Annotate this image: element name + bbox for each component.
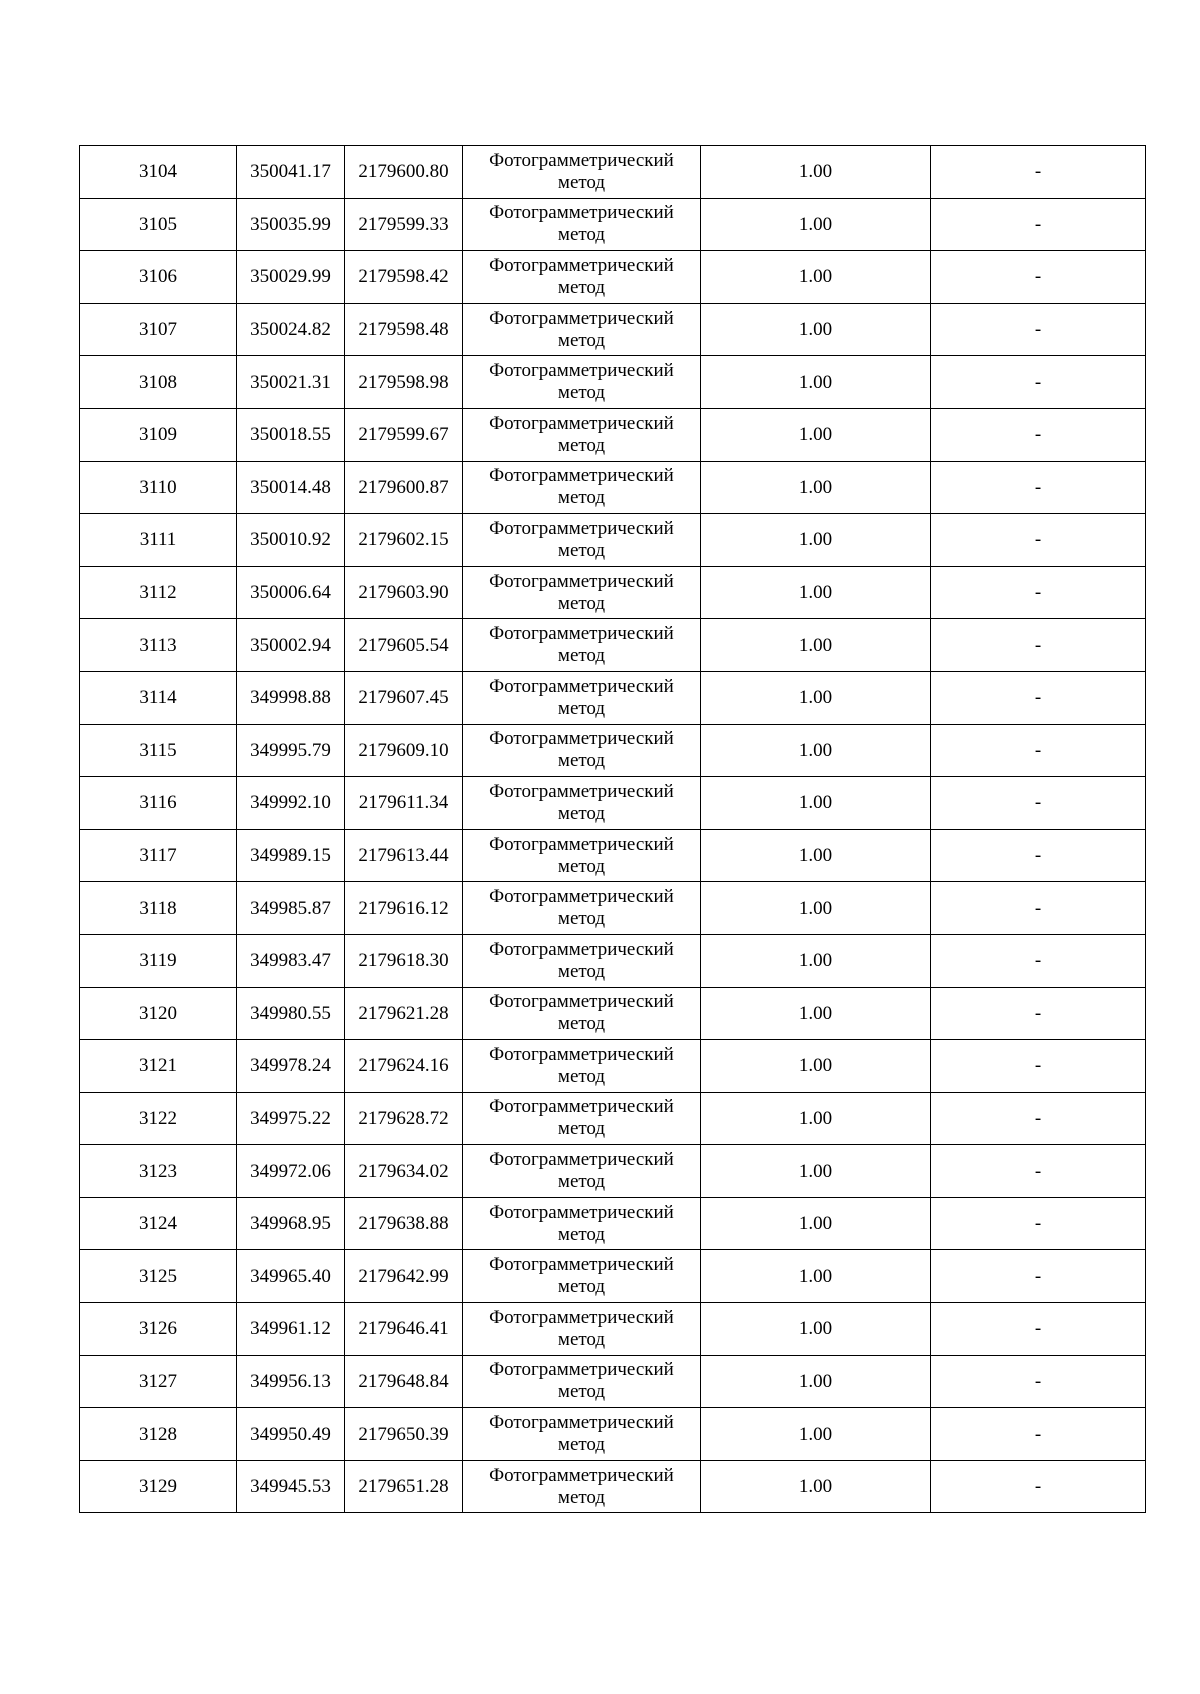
method-cell xyxy=(463,777,701,830)
note-cell: - xyxy=(931,1250,1146,1303)
note-cell: - xyxy=(931,1355,1146,1408)
x-coordinate-cell: 350006.64 xyxy=(237,566,345,619)
point-number-cell: 3105 xyxy=(80,198,237,251)
method-cell xyxy=(463,461,701,514)
method-line-1: Фотограмметрический xyxy=(489,1254,674,1276)
x-coordinate-cell: 349975.22 xyxy=(237,1092,345,1145)
x-coordinate-cell: 350002.94 xyxy=(237,619,345,672)
method-line-1: Фотограмметрический xyxy=(489,1043,674,1065)
accuracy-cell: 1.00 xyxy=(701,934,931,987)
method-cell xyxy=(463,146,701,199)
table-row xyxy=(80,1145,1146,1198)
table-row xyxy=(80,1197,1146,1250)
method-cell xyxy=(463,619,701,672)
table-row xyxy=(80,987,1146,1040)
table-row xyxy=(80,934,1146,987)
point-number-cell: 3104 xyxy=(80,146,237,199)
method-cell xyxy=(463,303,701,356)
accuracy-cell: 1.00 xyxy=(701,303,931,356)
method-cell xyxy=(463,1303,701,1356)
accuracy-cell: 1.00 xyxy=(701,777,931,830)
method-line-2: метод xyxy=(557,645,606,667)
method-line-2: метод xyxy=(557,1118,606,1140)
method-line-2: метод xyxy=(557,276,606,298)
accuracy-cell: 1.00 xyxy=(701,356,931,409)
method-cell xyxy=(463,882,701,935)
method-line-2: метод xyxy=(557,539,606,561)
method-cell xyxy=(463,987,701,1040)
method-cell xyxy=(463,934,701,987)
note-cell: - xyxy=(931,1092,1146,1145)
table-row xyxy=(80,356,1146,409)
note-cell: - xyxy=(931,829,1146,882)
point-number-cell: 3117 xyxy=(80,829,237,882)
note-cell: - xyxy=(931,303,1146,356)
coordinates-table xyxy=(79,145,1146,1513)
y-coordinate-cell: 2179616.12 xyxy=(345,882,463,935)
x-coordinate-cell: 350041.17 xyxy=(237,146,345,199)
table-row xyxy=(80,198,1146,251)
accuracy-cell: 1.00 xyxy=(701,1303,931,1356)
y-coordinate-cell: 2179628.72 xyxy=(345,1092,463,1145)
method-line-1: Фотограмметрический xyxy=(489,1096,674,1118)
x-coordinate-cell: 349983.47 xyxy=(237,934,345,987)
note-cell: - xyxy=(931,777,1146,830)
y-coordinate-cell: 2179598.98 xyxy=(345,356,463,409)
y-coordinate-cell: 2179598.48 xyxy=(345,303,463,356)
method-cell xyxy=(463,1040,701,1093)
method-line-2: метод xyxy=(557,1065,606,1087)
note-cell: - xyxy=(931,724,1146,777)
accuracy-cell: 1.00 xyxy=(701,882,931,935)
table-row xyxy=(80,251,1146,304)
y-coordinate-cell: 2179642.99 xyxy=(345,1250,463,1303)
x-coordinate-cell: 350024.82 xyxy=(237,303,345,356)
x-coordinate-cell: 349956.13 xyxy=(237,1355,345,1408)
note-cell: - xyxy=(931,934,1146,987)
method-line-1: Фотограмметрический xyxy=(489,307,674,329)
x-coordinate-cell: 349972.06 xyxy=(237,1145,345,1198)
y-coordinate-cell: 2179598.42 xyxy=(345,251,463,304)
x-coordinate-cell: 349995.79 xyxy=(237,724,345,777)
point-number-cell: 3110 xyxy=(80,461,237,514)
method-line-1: Фотограмметрический xyxy=(489,254,674,276)
method-line-2: метод xyxy=(557,802,606,824)
table-row xyxy=(80,724,1146,777)
method-line-1: Фотограмметрический xyxy=(489,412,674,434)
point-number-cell: 3129 xyxy=(80,1460,237,1513)
point-number-cell: 3124 xyxy=(80,1197,237,1250)
accuracy-cell: 1.00 xyxy=(701,461,931,514)
method-line-2: метод xyxy=(557,697,606,719)
method-cell xyxy=(463,724,701,777)
y-coordinate-cell: 2179618.30 xyxy=(345,934,463,987)
method-cell xyxy=(463,1145,701,1198)
method-line-2: метод xyxy=(557,960,606,982)
y-coordinate-cell: 2179650.39 xyxy=(345,1408,463,1461)
point-number-cell: 3115 xyxy=(80,724,237,777)
table-body xyxy=(80,146,1146,1513)
method-line-1: Фотограмметрический xyxy=(489,623,674,645)
table-row xyxy=(80,461,1146,514)
table-row xyxy=(80,829,1146,882)
note-cell: - xyxy=(931,146,1146,199)
note-cell: - xyxy=(931,461,1146,514)
table-row xyxy=(80,566,1146,619)
method-line-2: метод xyxy=(557,434,606,456)
y-coordinate-cell: 2179648.84 xyxy=(345,1355,463,1408)
point-number-cell: 3128 xyxy=(80,1408,237,1461)
y-coordinate-cell: 2179624.16 xyxy=(345,1040,463,1093)
method-line-1: Фотограмметрический xyxy=(489,780,674,802)
method-line-1: Фотограмметрический xyxy=(489,938,674,960)
method-line-2: метод xyxy=(557,487,606,509)
method-line-2: метод xyxy=(557,1486,606,1508)
method-line-1: Фотограмметрический xyxy=(489,886,674,908)
x-coordinate-cell: 349978.24 xyxy=(237,1040,345,1093)
method-cell xyxy=(463,1355,701,1408)
note-cell: - xyxy=(931,198,1146,251)
method-cell xyxy=(463,566,701,619)
accuracy-cell: 1.00 xyxy=(701,1040,931,1093)
point-number-cell: 3126 xyxy=(80,1303,237,1356)
method-line-2: метод xyxy=(557,1381,606,1403)
method-cell xyxy=(463,829,701,882)
table-row xyxy=(80,1355,1146,1408)
table-row xyxy=(80,146,1146,199)
y-coordinate-cell: 2179651.28 xyxy=(345,1460,463,1513)
method-line-1: Фотограмметрический xyxy=(489,149,674,171)
method-cell xyxy=(463,1460,701,1513)
method-line-2: метод xyxy=(557,1013,606,1035)
x-coordinate-cell: 350035.99 xyxy=(237,198,345,251)
method-line-2: метод xyxy=(557,1434,606,1456)
method-line-1: Фотограмметрический xyxy=(489,1149,674,1171)
y-coordinate-cell: 2179605.54 xyxy=(345,619,463,672)
method-line-2: метод xyxy=(557,1276,606,1298)
method-line-2: метод xyxy=(557,171,606,193)
y-coordinate-cell: 2179599.67 xyxy=(345,408,463,461)
note-cell: - xyxy=(931,1303,1146,1356)
y-coordinate-cell: 2179603.90 xyxy=(345,566,463,619)
point-number-cell: 3127 xyxy=(80,1355,237,1408)
accuracy-cell: 1.00 xyxy=(701,829,931,882)
method-line-2: метод xyxy=(557,1328,606,1350)
note-cell: - xyxy=(931,1460,1146,1513)
point-number-cell: 3112 xyxy=(80,566,237,619)
note-cell: - xyxy=(931,1197,1146,1250)
method-cell xyxy=(463,356,701,409)
x-coordinate-cell: 349965.40 xyxy=(237,1250,345,1303)
y-coordinate-cell: 2179638.88 xyxy=(345,1197,463,1250)
method-line-1: Фотограмметрический xyxy=(489,1359,674,1381)
method-cell xyxy=(463,1250,701,1303)
method-line-2: метод xyxy=(557,1223,606,1245)
table-row xyxy=(80,1408,1146,1461)
method-line-1: Фотограмметрический xyxy=(489,1306,674,1328)
y-coordinate-cell: 2179600.80 xyxy=(345,146,463,199)
method-line-2: метод xyxy=(557,1171,606,1193)
method-cell xyxy=(463,514,701,567)
x-coordinate-cell: 350029.99 xyxy=(237,251,345,304)
x-coordinate-cell: 349950.49 xyxy=(237,1408,345,1461)
x-coordinate-cell: 349989.15 xyxy=(237,829,345,882)
method-line-2: метод xyxy=(557,224,606,246)
table-row xyxy=(80,303,1146,356)
method-line-2: метод xyxy=(557,908,606,930)
note-cell: - xyxy=(931,566,1146,619)
method-line-1: Фотограмметрический xyxy=(489,833,674,855)
method-line-2: метод xyxy=(557,329,606,351)
accuracy-cell: 1.00 xyxy=(701,1092,931,1145)
x-coordinate-cell: 349945.53 xyxy=(237,1460,345,1513)
method-line-1: Фотограмметрический xyxy=(489,1201,674,1223)
note-cell: - xyxy=(931,514,1146,567)
y-coordinate-cell: 2179634.02 xyxy=(345,1145,463,1198)
y-coordinate-cell: 2179599.33 xyxy=(345,198,463,251)
table-row xyxy=(80,777,1146,830)
x-coordinate-cell: 349961.12 xyxy=(237,1303,345,1356)
y-coordinate-cell: 2179621.28 xyxy=(345,987,463,1040)
accuracy-cell: 1.00 xyxy=(701,1408,931,1461)
point-number-cell: 3120 xyxy=(80,987,237,1040)
accuracy-cell: 1.00 xyxy=(701,514,931,567)
accuracy-cell: 1.00 xyxy=(701,1355,931,1408)
accuracy-cell: 1.00 xyxy=(701,198,931,251)
point-number-cell: 3109 xyxy=(80,408,237,461)
y-coordinate-cell: 2179607.45 xyxy=(345,671,463,724)
x-coordinate-cell: 350018.55 xyxy=(237,408,345,461)
method-line-1: Фотограмметрический xyxy=(489,517,674,539)
table-row xyxy=(80,1250,1146,1303)
point-number-cell: 3123 xyxy=(80,1145,237,1198)
table-row xyxy=(80,1092,1146,1145)
method-cell xyxy=(463,251,701,304)
x-coordinate-cell: 350021.31 xyxy=(237,356,345,409)
point-number-cell: 3125 xyxy=(80,1250,237,1303)
note-cell: - xyxy=(931,1408,1146,1461)
point-number-cell: 3116 xyxy=(80,777,237,830)
method-cell xyxy=(463,1197,701,1250)
table-row xyxy=(80,619,1146,672)
note-cell: - xyxy=(931,619,1146,672)
note-cell: - xyxy=(931,671,1146,724)
accuracy-cell: 1.00 xyxy=(701,619,931,672)
y-coordinate-cell: 2179600.87 xyxy=(345,461,463,514)
method-line-1: Фотограмметрический xyxy=(489,991,674,1013)
note-cell: - xyxy=(931,1145,1146,1198)
method-line-1: Фотограмметрический xyxy=(489,360,674,382)
accuracy-cell: 1.00 xyxy=(701,1460,931,1513)
point-number-cell: 3108 xyxy=(80,356,237,409)
point-number-cell: 3106 xyxy=(80,251,237,304)
accuracy-cell: 1.00 xyxy=(701,566,931,619)
accuracy-cell: 1.00 xyxy=(701,146,931,199)
method-line-1: Фотограмметрический xyxy=(489,465,674,487)
method-line-1: Фотограмметрический xyxy=(489,675,674,697)
point-number-cell: 3114 xyxy=(80,671,237,724)
point-number-cell: 3111 xyxy=(80,514,237,567)
point-number-cell: 3107 xyxy=(80,303,237,356)
x-coordinate-cell: 349985.87 xyxy=(237,882,345,935)
x-coordinate-cell: 350014.48 xyxy=(237,461,345,514)
x-coordinate-cell: 349992.10 xyxy=(237,777,345,830)
note-cell: - xyxy=(931,356,1146,409)
accuracy-cell: 1.00 xyxy=(701,1250,931,1303)
table-row xyxy=(80,1303,1146,1356)
y-coordinate-cell: 2179602.15 xyxy=(345,514,463,567)
table-row xyxy=(80,514,1146,567)
accuracy-cell: 1.00 xyxy=(701,1145,931,1198)
accuracy-cell: 1.00 xyxy=(701,251,931,304)
method-line-1: Фотограмметрический xyxy=(489,570,674,592)
accuracy-cell: 1.00 xyxy=(701,408,931,461)
x-coordinate-cell: 349998.88 xyxy=(237,671,345,724)
method-cell xyxy=(463,408,701,461)
method-cell xyxy=(463,198,701,251)
method-cell xyxy=(463,1408,701,1461)
y-coordinate-cell: 2179613.44 xyxy=(345,829,463,882)
note-cell: - xyxy=(931,1040,1146,1093)
method-line-2: метод xyxy=(557,592,606,614)
table-row xyxy=(80,882,1146,935)
point-number-cell: 3118 xyxy=(80,882,237,935)
method-line-1: Фотограмметрический xyxy=(489,1464,674,1486)
accuracy-cell: 1.00 xyxy=(701,987,931,1040)
point-number-cell: 3113 xyxy=(80,619,237,672)
accuracy-cell: 1.00 xyxy=(701,724,931,777)
note-cell: - xyxy=(931,987,1146,1040)
method-line-1: Фотограмметрический xyxy=(489,1412,674,1434)
x-coordinate-cell: 349968.95 xyxy=(237,1197,345,1250)
method-line-2: метод xyxy=(557,855,606,877)
table-row xyxy=(80,1460,1146,1513)
accuracy-cell: 1.00 xyxy=(701,671,931,724)
x-coordinate-cell: 350010.92 xyxy=(237,514,345,567)
method-cell xyxy=(463,1092,701,1145)
accuracy-cell: 1.00 xyxy=(701,1197,931,1250)
point-number-cell: 3121 xyxy=(80,1040,237,1093)
note-cell: - xyxy=(931,251,1146,304)
table-row xyxy=(80,1040,1146,1093)
y-coordinate-cell: 2179611.34 xyxy=(345,777,463,830)
y-coordinate-cell: 2179609.10 xyxy=(345,724,463,777)
point-number-cell: 3122 xyxy=(80,1092,237,1145)
method-line-2: метод xyxy=(557,382,606,404)
y-coordinate-cell: 2179646.41 xyxy=(345,1303,463,1356)
note-cell: - xyxy=(931,408,1146,461)
note-cell: - xyxy=(931,882,1146,935)
table-row xyxy=(80,671,1146,724)
method-line-1: Фотограмметрический xyxy=(489,728,674,750)
method-line-1: Фотограмметрический xyxy=(489,202,674,224)
x-coordinate-cell: 349980.55 xyxy=(237,987,345,1040)
table-row xyxy=(80,408,1146,461)
method-line-2: метод xyxy=(557,750,606,772)
method-cell xyxy=(463,671,701,724)
point-number-cell: 3119 xyxy=(80,934,237,987)
